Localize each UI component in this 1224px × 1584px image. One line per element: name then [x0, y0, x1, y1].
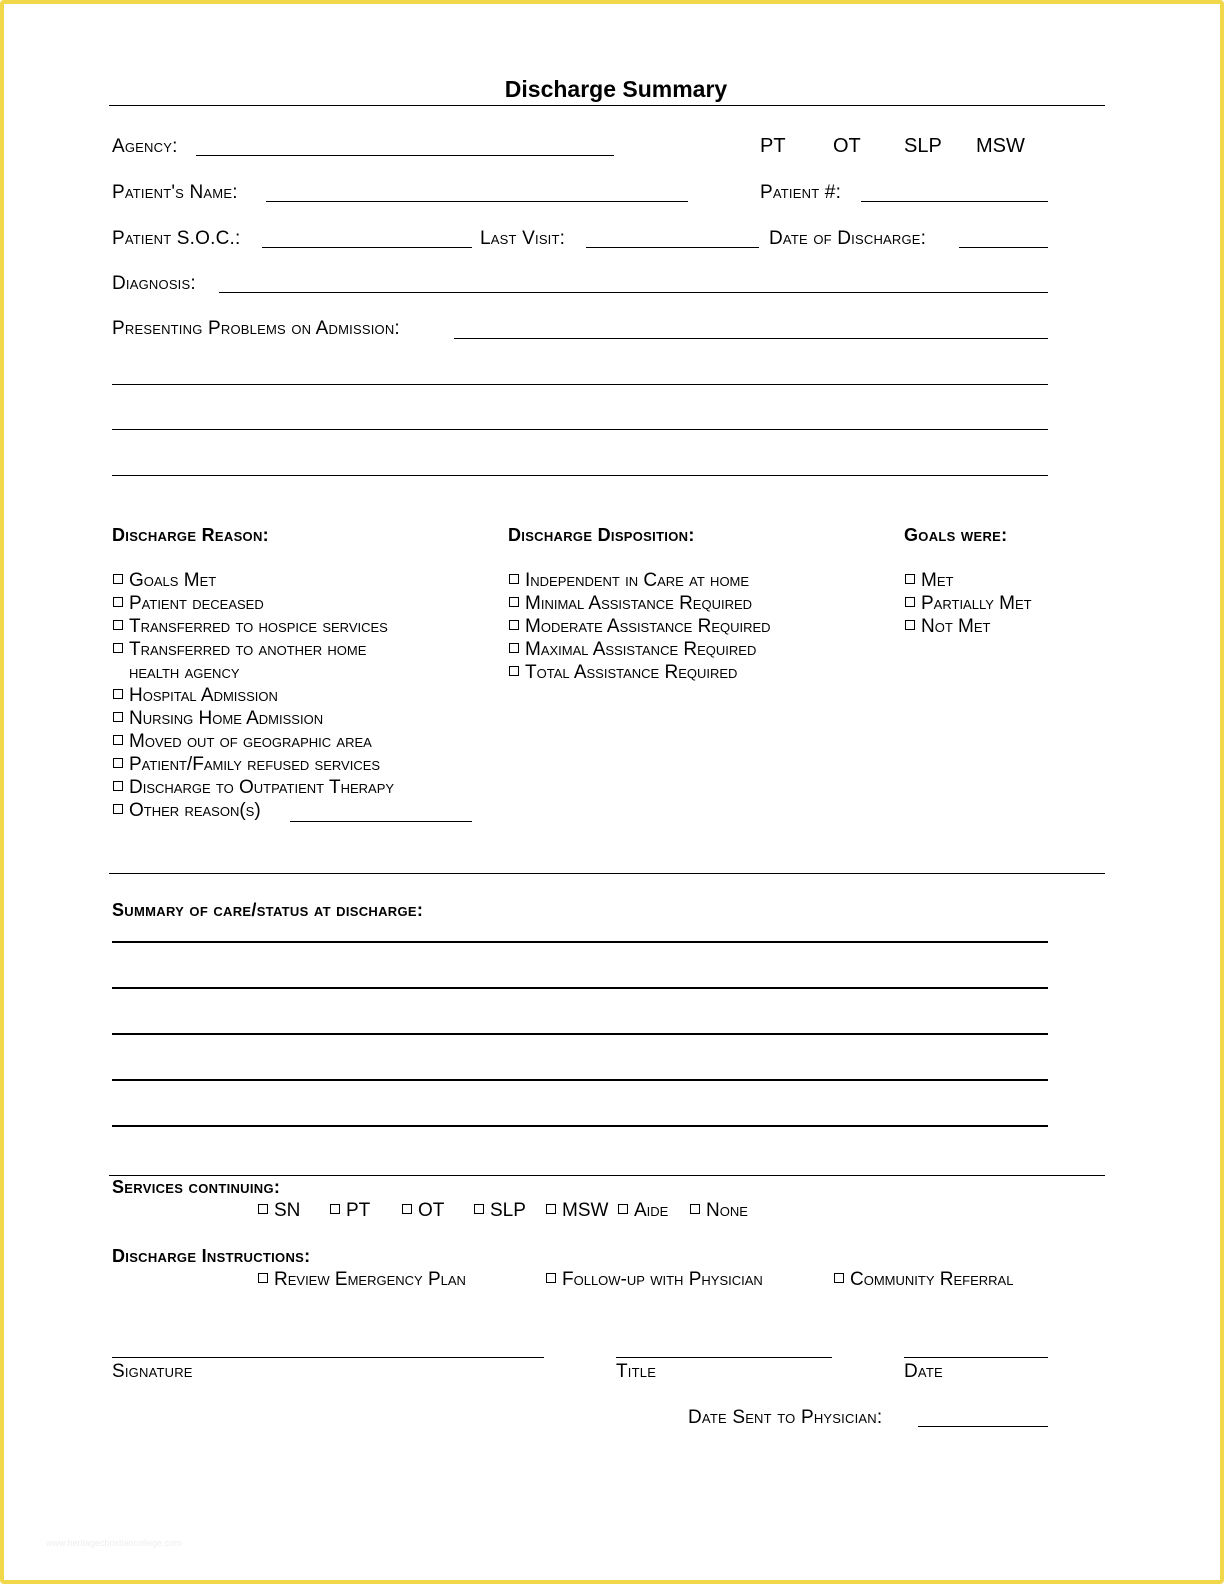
checkbox-icon[interactable]: [509, 666, 519, 676]
patient-name-field[interactable]: [266, 201, 688, 202]
soc-label: Patient S.O.C.:: [112, 228, 241, 249]
reason-option[interactable]: Transferred to hospice services: [113, 616, 388, 638]
reason-option-continuation: health agency: [129, 662, 240, 683]
instruction-option-follow-up[interactable]: Follow-up with Physician: [546, 1269, 763, 1291]
checkbox-icon[interactable]: [905, 574, 915, 584]
patient-name-label: Patient's Name:: [112, 182, 238, 203]
service-option-msw[interactable]: MSW: [546, 1200, 608, 1222]
services-heading: Services continuing:: [112, 1177, 281, 1197]
instruction-option-community-referral[interactable]: Community Referral: [834, 1269, 1013, 1291]
disposition-option[interactable]: Minimal Assistance Required: [509, 593, 752, 615]
summary-heading: Summary of care/status at discharge:: [112, 900, 424, 920]
date-of-discharge-field[interactable]: [959, 247, 1048, 248]
reason-option[interactable]: Goals Met: [113, 570, 216, 592]
checkbox-icon[interactable]: [113, 735, 123, 745]
checkbox-icon[interactable]: [113, 804, 123, 814]
goals-heading: Goals were:: [904, 525, 1008, 545]
section-divider: [109, 1175, 1105, 1176]
checkbox-icon[interactable]: [618, 1204, 628, 1214]
checkbox-icon[interactable]: [509, 620, 519, 630]
summary-line[interactable]: [112, 1125, 1048, 1127]
other-reason-field[interactable]: [290, 821, 472, 822]
last-visit-label: Last Visit:: [480, 228, 566, 249]
service-option-slp[interactable]: SLP: [474, 1200, 526, 1222]
checkbox-icon[interactable]: [546, 1204, 556, 1214]
reason-option[interactable]: Patient deceased: [113, 593, 264, 615]
disposition-option[interactable]: Moderate Assistance Required: [509, 616, 771, 638]
checkbox-icon[interactable]: [509, 597, 519, 607]
section-divider: [109, 873, 1105, 874]
title-divider: [109, 105, 1105, 106]
last-visit-field[interactable]: [586, 247, 759, 248]
diagnosis-label: Diagnosis:: [112, 273, 196, 294]
presenting-problems-field[interactable]: [454, 338, 1048, 339]
checkbox-icon[interactable]: [113, 758, 123, 768]
checkbox-icon[interactable]: [113, 689, 123, 699]
discharge-disposition-heading: Discharge Disposition:: [508, 525, 695, 545]
agency-field[interactable]: [196, 155, 614, 156]
reason-option[interactable]: Transferred to another home: [113, 639, 366, 661]
soc-field[interactable]: [262, 247, 472, 248]
date-field[interactable]: [904, 1357, 1048, 1358]
date-of-discharge-label: Date of Discharge:: [769, 228, 927, 249]
goals-option-met[interactable]: Met: [905, 570, 953, 592]
summary-line[interactable]: [112, 1079, 1048, 1081]
title-field[interactable]: [616, 1357, 832, 1358]
checkbox-icon[interactable]: [905, 620, 915, 630]
checkbox-icon[interactable]: [546, 1273, 556, 1283]
reason-option[interactable]: Hospital Admission: [113, 685, 278, 707]
summary-line[interactable]: [112, 1033, 1048, 1035]
diagnosis-field[interactable]: [219, 292, 1048, 293]
reason-option[interactable]: Discharge to Outpatient Therapy: [113, 777, 394, 799]
agency-label: Agency:: [112, 136, 178, 157]
presenting-problems-label: Presenting Problems on Admission:: [112, 318, 400, 339]
checkbox-icon[interactable]: [258, 1273, 268, 1283]
discharge-reason-heading: Discharge Reason:: [112, 525, 269, 545]
checkbox-icon[interactable]: [258, 1204, 268, 1214]
presenting-problems-line[interactable]: [112, 429, 1048, 430]
reason-option[interactable]: Nursing Home Admission: [113, 708, 323, 730]
title-label: Title: [616, 1361, 657, 1382]
checkbox-icon[interactable]: [402, 1204, 412, 1214]
checkbox-icon[interactable]: [113, 620, 123, 630]
date-sent-field[interactable]: [918, 1426, 1048, 1427]
form-title: Discharge Summary: [504, 76, 728, 102]
instructions-heading: Discharge Instructions:: [112, 1246, 311, 1266]
goals-option-partially-met[interactable]: Partially Met: [905, 593, 1032, 615]
checkbox-icon[interactable]: [509, 574, 519, 584]
reason-option[interactable]: Moved out of geographic area: [113, 731, 372, 753]
disposition-option[interactable]: Total Assistance Required: [509, 662, 737, 684]
watermark: www.heritagechristiancollege.com: [46, 1538, 182, 1548]
checkbox-icon[interactable]: [113, 597, 123, 607]
disposition-option[interactable]: Independent in Care at home: [509, 570, 749, 592]
checkbox-icon[interactable]: [905, 597, 915, 607]
reason-option-other[interactable]: Other reason(s): [113, 800, 261, 822]
presenting-problems-line[interactable]: [112, 384, 1048, 385]
disposition-option[interactable]: Maximal Assistance Required: [509, 639, 756, 661]
summary-line[interactable]: [112, 941, 1048, 943]
discipline-msw: MSW: [976, 135, 1025, 157]
date-label: Date: [904, 1361, 943, 1382]
checkbox-icon[interactable]: [113, 712, 123, 722]
goals-option-not-met[interactable]: Not Met: [905, 616, 991, 638]
reason-option[interactable]: Patient/Family refused services: [113, 754, 380, 776]
service-option-sn[interactable]: SN: [258, 1200, 300, 1222]
checkbox-icon[interactable]: [834, 1273, 844, 1283]
service-option-aide[interactable]: Aide: [618, 1200, 668, 1222]
service-option-pt[interactable]: PT: [330, 1200, 370, 1222]
signature-field[interactable]: [112, 1357, 544, 1358]
discipline-ot: OT: [833, 135, 861, 157]
checkbox-icon[interactable]: [113, 574, 123, 584]
signature-label: Signature: [112, 1361, 193, 1382]
checkbox-icon[interactable]: [330, 1204, 340, 1214]
patient-number-field[interactable]: [861, 201, 1048, 202]
summary-line[interactable]: [112, 987, 1048, 989]
checkbox-icon[interactable]: [474, 1204, 484, 1214]
date-sent-label: Date Sent to Physician:: [688, 1407, 883, 1428]
presenting-problems-line[interactable]: [112, 475, 1048, 476]
checkbox-icon[interactable]: [113, 643, 123, 653]
service-option-ot[interactable]: OT: [402, 1200, 444, 1222]
service-option-none[interactable]: None: [690, 1200, 748, 1222]
checkbox-icon[interactable]: [690, 1204, 700, 1214]
discipline-slp: SLP: [904, 135, 942, 157]
patient-number-label: Patient #:: [760, 182, 842, 203]
discipline-pt: PT: [760, 135, 786, 157]
checkbox-icon[interactable]: [113, 781, 123, 791]
checkbox-icon[interactable]: [509, 643, 519, 653]
instruction-option-emergency-plan[interactable]: Review Emergency Plan: [258, 1269, 466, 1291]
